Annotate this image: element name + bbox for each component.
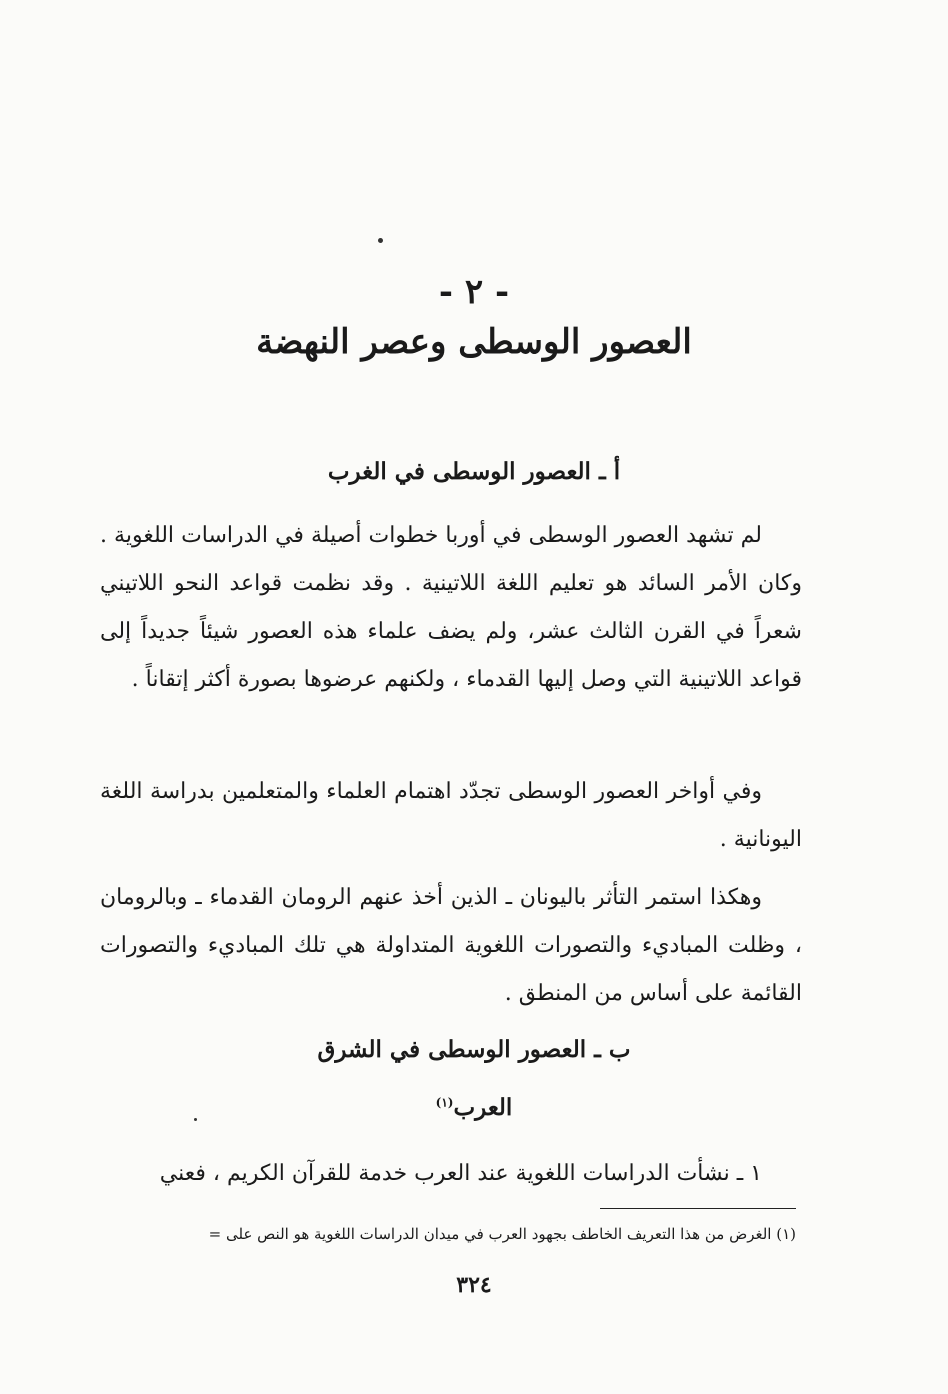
chapter-title: العصور الوسطى وعصر النهضة xyxy=(256,322,692,362)
paragraph: وفي أواخر العصور الوسطى تجدّد اهتمام العلماء والمتعلمين بدراسة اللغة اليونانية . xyxy=(100,779,802,852)
footnote-marker: (١) xyxy=(435,1095,454,1110)
subheading-text: العرب xyxy=(453,1094,513,1121)
paragraph: لم تشهد العصور الوسطى في أوربا خطوات أصيلة في الدراسات اللغوية . وكان الأمر السائد هو تعليم اللغة اللاتينية . وقد نظمت قواعد النحو اللاتيني شعراً في القرن الثالث عشر، ولم يضف علماء هذه العصور شيئاً جديداً إلى قواعد اللاتينية التي وصل إليها القدماء ، ولكنهم عرضوها بصورة أكثر إتقاناً . xyxy=(100,523,802,692)
section-west-body-3 xyxy=(100,874,802,1018)
subheading-arabs xyxy=(0,1094,948,1121)
ink-speck xyxy=(378,238,383,243)
section-east-body xyxy=(100,1150,802,1198)
section-west-body-2 xyxy=(100,768,802,864)
page-number: ٣٢٤ xyxy=(456,1272,492,1298)
section-west-body xyxy=(100,512,802,704)
section-heading-west: أ ـ العصور الوسطى في الغرب xyxy=(327,458,621,485)
paragraph: ١ ـ نشأت الدراسات اللغوية عند العرب خدمة للقرآن الكريم ، فعني xyxy=(159,1161,762,1186)
paragraph: وهكذا استمر التأثر باليونان ـ الذين أخذ عنهم الرومان القدماء ـ وبالرومان ، وظلت المباديء والتصورات اللغوية المتداولة هي تلك المباديء والتصورات القائمة على أساس من المنطق . xyxy=(100,885,802,1006)
footnote-divider xyxy=(600,1208,796,1209)
section-heading-east: ب ـ العصور الوسطى في الشرق xyxy=(317,1036,631,1063)
footnote: (١) الغرض من هذا التعريف الخاطف بجهود العرب في ميدان الدراسات اللغوية هو النص على = xyxy=(208,1225,796,1243)
chapter-number: - ٢ - xyxy=(438,272,510,312)
